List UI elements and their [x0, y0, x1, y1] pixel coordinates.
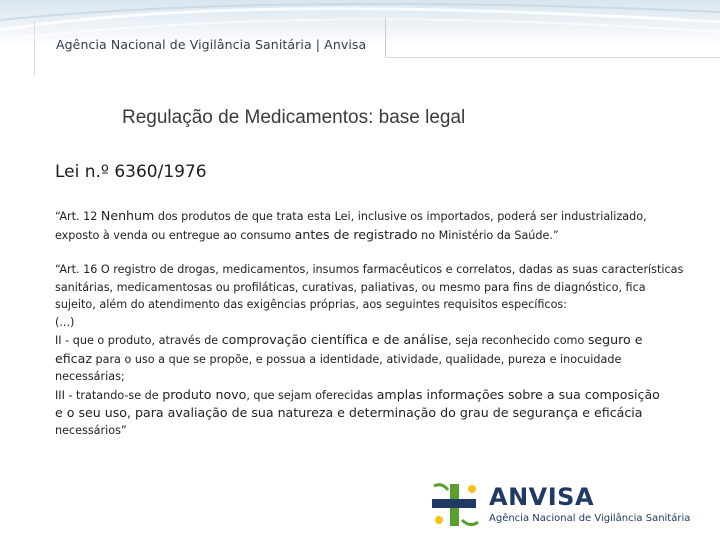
- art16-line-6: eficaz para o uso a que se propõe, e possua a identidade, atividade, qualidade, pureza e inocuidade: [55, 350, 622, 366]
- slide-title: Regulação de Medicamentos: base legal: [122, 107, 466, 128]
- art16-line-8: III - tratando-se de produto novo, que sejam oferecidas amplas informações sobre a sua composição: [55, 386, 660, 402]
- art12-line-1: “Art. 12 Nenhum dos produtos de que trata esta Lei, inclusive os importados, poderá ser industrializado,: [55, 208, 647, 223]
- art16-line-9: e o seu uso, para avaliação de sua natureza e determinação do grau de segurança e eficácia: [55, 405, 643, 420]
- header-title: Agência Nacional de Vigilância Sanitária | Anvisa: [56, 37, 367, 52]
- logo-name: ANVISA: [489, 483, 595, 511]
- anvisa-cross-icon: [428, 480, 484, 530]
- anvisa-logo: [428, 480, 698, 530]
- slide-header: [0, 0, 720, 80]
- art16-line-1: “Art. 16 O registro de drogas, medicamentos, insumos farmacêuticos e correlatos, dadas as suas características: [55, 263, 684, 276]
- header-left-rule: [34, 20, 35, 76]
- art16-line-3: sujeito, além do atendimento das exigências próprias, aos seguintes requisitos específicos:: [55, 298, 568, 311]
- art16-line-5: II - que o produto, através de comprovação científica e de análise, seja reconhecido como seguro e: [55, 332, 643, 347]
- logo-subtitle: Agência Nacional de Vigilância Sanitária: [489, 513, 691, 524]
- art16-line-7: necessárias;: [55, 370, 125, 383]
- article-16-paragraph: [55, 261, 695, 439]
- law-heading: Lei n.º 6360/1976: [55, 162, 207, 182]
- header-underline: [385, 57, 720, 58]
- art12-line-2: exposto à venda ou entregue ao consumo antes de registrado no Ministério da Saúde.”: [55, 226, 559, 242]
- art16-line-2: sanitárias, medicamentosas ou profiláticas, curativas, paliativas, ou mesmo para fins de diagnóstico, fica: [55, 280, 646, 294]
- art16-line-4: (...): [55, 315, 75, 329]
- article-12-paragraph: [55, 207, 695, 244]
- header-divider: [385, 18, 386, 58]
- art16-line-10: necessários”: [55, 423, 127, 437]
